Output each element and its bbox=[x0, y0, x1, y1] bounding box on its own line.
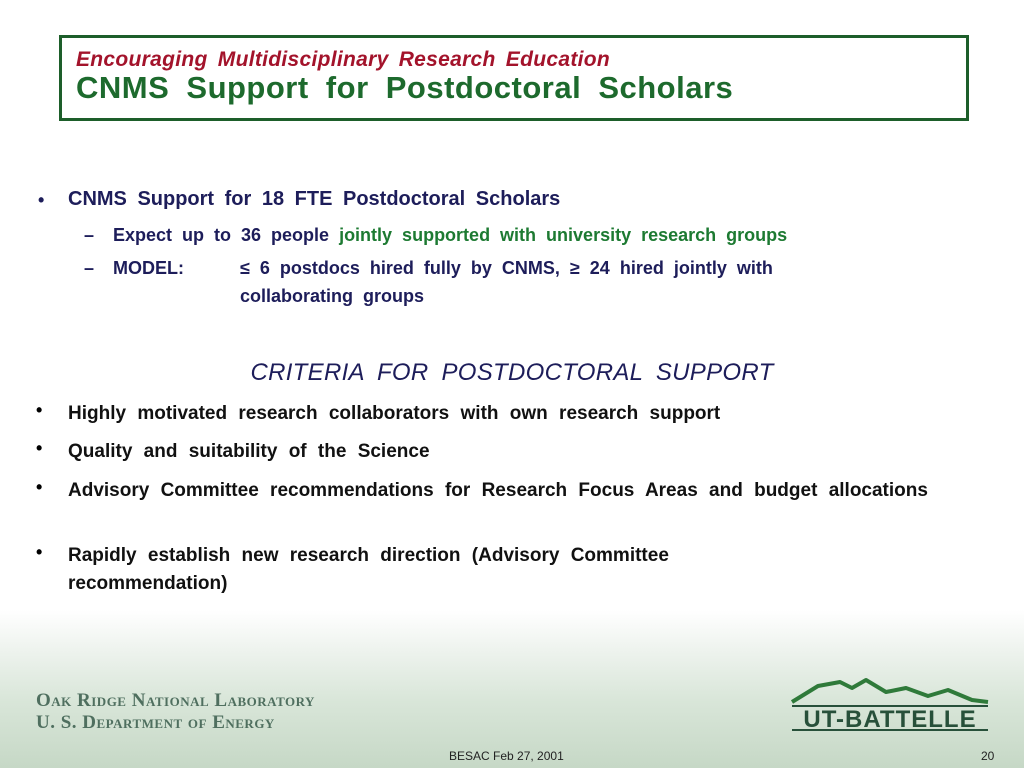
bullet-sub-1-highlight: jointly supported with university research groups bbox=[339, 225, 788, 245]
slide-subtitle: Encouraging Multidisciplinary Research Education bbox=[76, 48, 610, 71]
bullet-dot-icon: • bbox=[38, 190, 45, 210]
criteria-item-text: Advisory Committee recommendations for Research Focus Areas and budget allocations bbox=[68, 480, 928, 501]
ut-battelle-logo bbox=[788, 676, 992, 732]
bullet-main-text: CNMS Support for 18 FTE Postdoctoral Scholars bbox=[68, 188, 561, 210]
footer-event: BESAC Feb 27, 2001 bbox=[449, 749, 564, 763]
ornl-logo-text bbox=[36, 690, 315, 734]
slide-title: CNMS Support for Postdoctoral Scholars bbox=[76, 70, 734, 105]
dash-icon: – bbox=[84, 258, 95, 278]
model-line-2: collaborating groups bbox=[240, 286, 425, 306]
criteria-item-text: Rapidly establish new research direction (Advisory Committee recommendation) bbox=[68, 545, 669, 594]
bullet-dot-icon: • bbox=[36, 542, 43, 562]
bullet-sub-2 bbox=[0, 258, 1024, 314]
title-box bbox=[59, 35, 969, 121]
logo-text: UT-BATTELLE bbox=[803, 706, 977, 733]
page-number: 20 bbox=[981, 749, 995, 763]
model-label: MODEL: bbox=[113, 258, 184, 278]
org-line-2: U. S. Department of Energy bbox=[36, 712, 275, 733]
bullet-dot-icon: • bbox=[36, 438, 43, 458]
criteria-item bbox=[0, 400, 1024, 428]
criteria-item-text: Quality and suitability of the Science bbox=[68, 441, 430, 462]
dash-icon: – bbox=[84, 225, 95, 245]
criteria-item-text: Highly motivated research collaborators with own research support bbox=[68, 403, 721, 424]
criteria-heading: CRITERIA FOR POSTDOCTORAL SUPPORT bbox=[250, 359, 774, 386]
bullet-sub-1 bbox=[0, 225, 1024, 251]
org-line-1: Oak Ridge National Laboratory bbox=[36, 690, 315, 711]
criteria-item bbox=[0, 542, 1024, 598]
bullet-dot-icon: • bbox=[36, 400, 43, 420]
bullet-sub-1-prefix: Expect up to 36 people bbox=[113, 225, 330, 245]
criteria-item bbox=[0, 477, 1024, 533]
bullet-dot-icon: • bbox=[36, 477, 43, 497]
criteria-item bbox=[0, 438, 1024, 466]
model-line-1: ≤ 6 postdocs hired fully by CNMS, ≥ 24 hired jointly with bbox=[240, 258, 773, 278]
bullet-main bbox=[0, 188, 1024, 216]
